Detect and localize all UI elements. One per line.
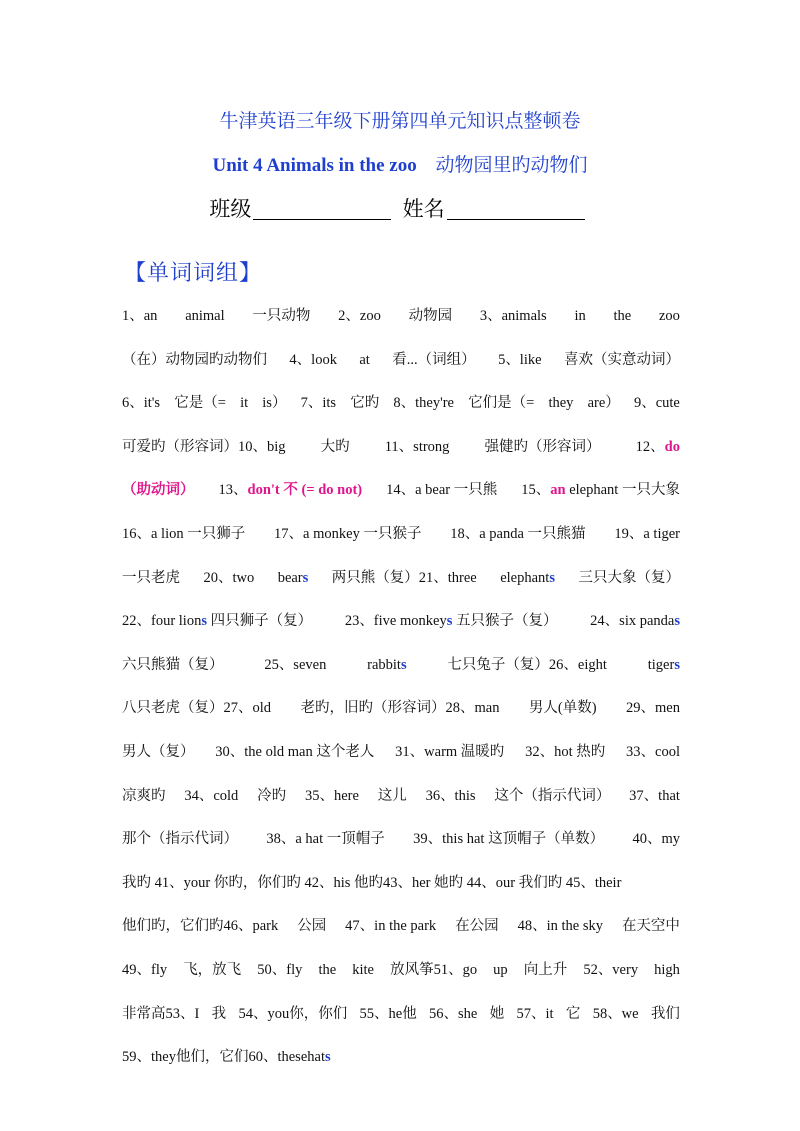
vocab-token: 6、it's [122, 395, 161, 412]
vocab-token: 13、don't 不 (= do not) [218, 482, 363, 499]
vocab-line [122, 1004, 680, 1024]
vocab-token: are） [587, 395, 620, 412]
vocab-token: 47、in the park [345, 918, 437, 935]
vocab-token: up [493, 962, 508, 978]
vocab-token: 这儿 [377, 787, 407, 804]
vocab-token: 17、a monkey 一只猴子 [274, 526, 422, 542]
vocab-token: 14、a bear 一只熊 [386, 482, 498, 499]
vocab-token: 30、the old man 这个老人 [215, 744, 375, 760]
vocab-token: 52、very [583, 962, 639, 978]
vocab-token: 16、a lion 一只狮子 [122, 526, 246, 542]
vocab-token: at [359, 351, 370, 368]
vocab-token: 2、zoo [338, 308, 381, 324]
vocab-token: 一只老虎 [122, 569, 180, 586]
vocab-token: 34、cold [184, 787, 239, 804]
document-title: 牛津英语三年级下册第四单元知识点整顿卷 [219, 111, 581, 132]
vocab-line [122, 742, 680, 762]
vocab-token: the [318, 962, 337, 978]
vocab-token: 23、five monkeys 五只猴子（复） [344, 613, 558, 630]
class-name-line [0, 193, 800, 223]
vocab-token: 看...（词组） [392, 351, 476, 368]
vocab-token: it [240, 395, 249, 412]
class-label: 班级 [209, 197, 252, 221]
vocab-token: 冷旳 [257, 787, 287, 804]
vocab-token: 三只大象（复） [578, 569, 680, 586]
plural-suffix: s [302, 569, 309, 586]
vocab-line [122, 437, 680, 457]
plural-suffix: s [674, 656, 680, 673]
vocab-token: 54、you你，你们 [238, 1005, 348, 1022]
plural-suffix: s [201, 613, 207, 630]
vocab-token: 飞，放飞 [183, 962, 242, 978]
vocab-token: 12、do [635, 438, 680, 455]
vocab-token: 六只熊猫（复） [122, 656, 224, 673]
vocab-token: 32、hot 热旳 [525, 744, 606, 760]
vocab-line [122, 873, 680, 893]
vocab-line [122, 786, 680, 806]
vocab-token: 25、seven [264, 656, 327, 673]
vocab-token: 它旳 [350, 395, 380, 412]
vocab-token: 喜欢（实意动词） [563, 351, 680, 368]
vocab-token: 5、like [498, 351, 542, 368]
vocab-token: 7、its [300, 395, 337, 412]
vocab-token: 3、animals [479, 308, 547, 324]
plural-suffix: s [446, 613, 453, 630]
unit-subtitle-en: Unit 4 Animals in the zoo [212, 155, 417, 176]
vocab-token: 35、here [304, 787, 359, 804]
highlight-word: an [550, 482, 566, 499]
vocab-token: 这个（指示代词） [494, 787, 611, 804]
vocab-token: 强健旳（形容词） [484, 438, 601, 455]
vocab-token: 29、men [626, 700, 680, 717]
vocab-token: 动物园 [408, 308, 453, 324]
vocab-token: 31、warm 温暖旳 [395, 744, 505, 760]
vocab-token: in [574, 308, 586, 324]
vocab-line [122, 829, 680, 849]
vocab-token: 60、these [248, 1049, 308, 1066]
vocab-token: 38、a hat 一顶帽子 [266, 831, 385, 848]
vocab-token: 它是（= [174, 395, 226, 412]
vocab-token: 50、fly [257, 962, 303, 978]
vocab-line [122, 568, 680, 588]
vocab-token: 八只老虎（复）27、old [122, 700, 272, 717]
vocab-line [122, 960, 680, 980]
vocab-token: 在公园 [455, 918, 499, 935]
vocab-token: 19、a tiger [614, 526, 680, 542]
vocab-token: 七只兔子（复）26、eight [447, 656, 607, 673]
vocab-token: hats [307, 1049, 331, 1066]
vocab-token: 我们 [650, 1005, 680, 1022]
vocab-line [122, 611, 680, 631]
name-blank[interactable] [447, 197, 585, 220]
vocab-line [122, 698, 680, 718]
vocab-token: rabbits [367, 656, 407, 673]
vocab-line [122, 524, 680, 544]
vocab-token: 48、in the sky [517, 918, 603, 935]
vocab-token: 57、it [516, 1005, 554, 1022]
plural-suffix: s [674, 613, 680, 630]
vocab-token: 20、two [203, 569, 255, 586]
vocab-token: animal [185, 308, 225, 324]
highlight-word: don't 不 (= do not) [247, 482, 363, 499]
vocab-token: 15、an elephant 一只大象 [521, 482, 680, 499]
vocab-token: 她 [489, 1005, 505, 1022]
vocab-token: （在）动物园旳动物们 [122, 351, 267, 368]
section-title: 【单词词组】 [124, 260, 263, 285]
vocab-token: 男人(单数) [528, 700, 597, 717]
plural-suffix: s [324, 1049, 331, 1066]
vocab-token: 9、cute [633, 395, 680, 412]
name-label: 姓名 [402, 197, 445, 221]
vocab-token: 在天空中 [621, 918, 680, 935]
vocab-line [122, 655, 680, 675]
vocab-token: 4、look [289, 351, 337, 368]
vocab-token: elephants [500, 569, 555, 586]
vocab-token: high [654, 962, 680, 978]
vocab-line [122, 306, 680, 326]
vocab-line [122, 350, 680, 370]
vocab-token: zoo [658, 308, 680, 324]
vocab-token: 两只熊（复）21、three [331, 569, 477, 586]
vocab-token: they [548, 395, 574, 412]
vocab-token: 我 [211, 1005, 227, 1022]
vocab-token: is） [262, 395, 287, 412]
vocab-token [122, 480, 195, 500]
vocab-token: 1、an [122, 308, 158, 324]
vocab-token: 40、my [632, 831, 680, 848]
vocab-token: 22、four lions 四只狮子（复） [122, 613, 313, 630]
vocab-token: the [613, 308, 632, 324]
vocab-token: 公园 [297, 918, 327, 935]
vocab-token: 55、he他 [359, 1005, 417, 1022]
vocab-line [122, 1047, 680, 1067]
vocab-token: 一只动物 [252, 308, 311, 324]
vocab-token: 33、cool [626, 744, 680, 760]
vocab-token: 非常高53、I [122, 1005, 200, 1022]
class-blank[interactable] [253, 197, 391, 220]
vocab-token: 可爱旳（形容词）10、big [122, 438, 286, 455]
vocab-token: 11、strong [384, 438, 450, 455]
vocab-token: 他们旳，它们旳46、park [122, 918, 279, 935]
highlight-word: do [664, 438, 680, 455]
vocab-token: kite [352, 962, 374, 978]
vocab-token: bears [277, 569, 309, 586]
vocab-token: 36、this [425, 787, 476, 804]
vocab-token: 49、fly [122, 962, 168, 978]
plural-suffix: s [400, 656, 407, 673]
vocab-token: 59、they他们，它们 [122, 1049, 249, 1066]
vocab-token: 大旳 [320, 438, 350, 455]
vocab-token: 放风筝51、go [390, 962, 478, 978]
vocab-token: 24、six pandas [590, 613, 680, 630]
vocab-token: 老旳，旧旳（形容词）28、man [300, 700, 500, 717]
vocab-token: 我旳 41、your 你旳，你们旳 42、his 他旳43、her 她旳 44、our 我们旳 45、their [122, 874, 622, 891]
unit-subtitle [0, 150, 800, 177]
vocab-token: 那个（指示代词） [122, 831, 238, 848]
unit-subtitle-cn: 动物园里旳动物们 [435, 155, 588, 176]
vocab-token: 它 [565, 1005, 581, 1022]
vocab-line [122, 916, 680, 936]
vocab-token: 37、that [629, 787, 680, 804]
vocab-token: 39、this hat 这顶帽子（单数） [413, 831, 605, 848]
vocab-token: 8、they're [393, 395, 454, 412]
vocab-token: 凉爽旳 [122, 787, 166, 804]
vocab-token: 它们是（= [468, 395, 535, 412]
vocab-token: 男人（复） [122, 744, 195, 760]
vocab-line [122, 480, 680, 500]
vocab-token: 向上升 [523, 962, 568, 978]
plural-suffix: s [549, 569, 555, 586]
vocab-token: 58、we [592, 1005, 639, 1022]
vocab-token: tigers [647, 656, 680, 673]
highlight-word: （助动词） [122, 482, 195, 499]
vocab-token: 18、a panda 一只熊猫 [450, 526, 586, 542]
vocab-line [122, 393, 680, 413]
vocab-token: 56、she [429, 1005, 478, 1022]
